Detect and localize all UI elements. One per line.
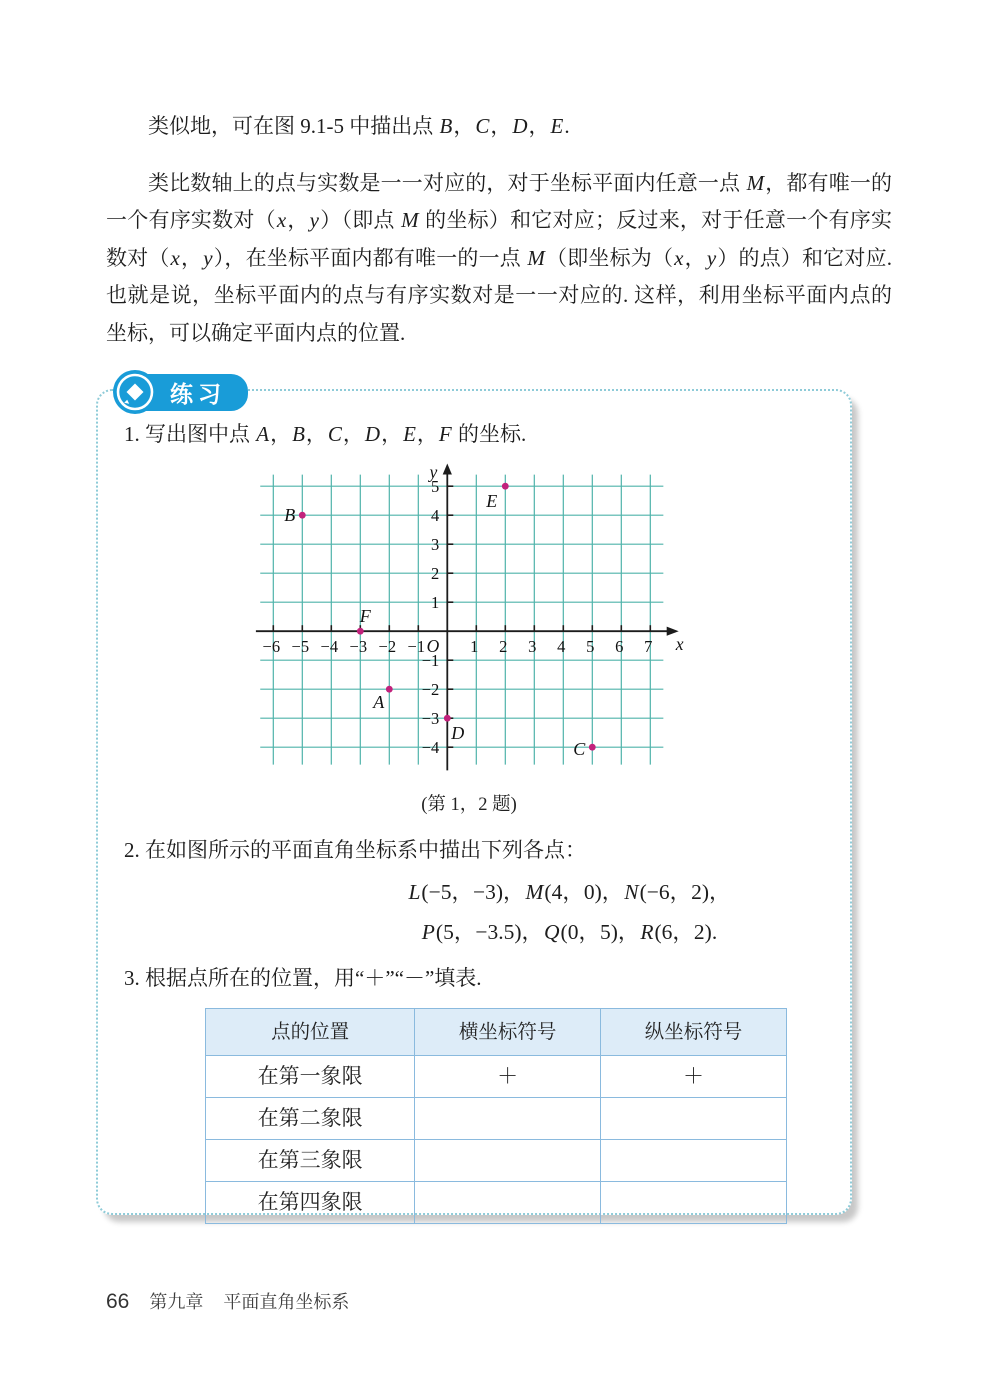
svg-text:1: 1	[470, 637, 479, 657]
point-list-line-1: L(−5，−3)，M(4，0)，N(−6，2)，	[408, 880, 731, 904]
svg-text:C: C	[573, 739, 586, 760]
table-cell-y-sign	[601, 1098, 787, 1140]
svg-text:5: 5	[431, 477, 440, 497]
svg-text:4: 4	[431, 506, 440, 526]
table-row	[206, 1098, 787, 1140]
table-cell-quadrant: 在第四象限	[206, 1182, 415, 1224]
paragraph-2: 类比数轴上的点与实数是一一对应的，对于坐标平面内任意一点 M，都有唯一的一个有序实数对（x，y）（即点 M 的坐标）和它对应；反过来，对于任意一个有序实数对（x，y），在坐标平面内都有唯一的一点 M（即坐标为（x，y）的点）和它对应. 也就是说，坐标平面内的点与有序实数对是一一对应的. 这样，利用坐标平面内点的坐标，可以确定平面内点的位置.	[106, 170, 893, 345]
page-footer	[106, 1288, 349, 1314]
svg-text:−3: −3	[421, 709, 440, 729]
svg-text:D: D	[451, 723, 465, 744]
svg-text:−2: −2	[378, 637, 397, 657]
coordinate-grid-svg	[253, 463, 685, 775]
table-cell-quadrant: 在第一象限	[206, 1056, 415, 1098]
svg-text:5: 5	[586, 637, 595, 657]
svg-text:6: 6	[615, 637, 624, 657]
problem-2-text: 2. 在如图所示的平面直角坐标系中描出下列各点：	[124, 838, 586, 862]
practice-badge-label: 练习	[132, 374, 248, 411]
table-header-y-sign: 纵坐标符号	[601, 1009, 787, 1056]
table-cell-y-sign	[601, 1182, 787, 1224]
svg-text:−1: −1	[407, 637, 426, 657]
section-title: 平面直角坐标系	[223, 1292, 350, 1312]
coordinate-grid-figure	[253, 463, 685, 821]
svg-text:1: 1	[431, 593, 440, 613]
svg-text:4: 4	[557, 637, 566, 657]
figure-caption: (第 1，2 题)	[421, 795, 517, 815]
table-cell-x-sign	[415, 1140, 601, 1182]
table-cell-quadrant: 在第二象限	[206, 1098, 415, 1140]
table-cell-y-sign: ＋	[601, 1056, 787, 1098]
problem-3-text: 3. 根据点所在的位置，用“＋”“－”填表.	[124, 966, 482, 990]
table-header-position: 点的位置	[206, 1009, 415, 1056]
table-row	[206, 1056, 787, 1098]
page-number: 66	[106, 1290, 130, 1313]
sign-table	[205, 1008, 787, 1224]
svg-text:2: 2	[499, 637, 508, 657]
svg-text:E: E	[486, 491, 498, 512]
table-cell-x-sign	[415, 1098, 601, 1140]
svg-text:−1: −1	[421, 651, 440, 671]
svg-text:−3: −3	[349, 637, 368, 657]
svg-text:−6: −6	[262, 637, 281, 657]
practice-badge	[112, 369, 248, 415]
svg-text:2: 2	[431, 564, 440, 584]
svg-text:3: 3	[528, 637, 537, 657]
table-row	[206, 1140, 787, 1182]
point-list	[324, 872, 814, 952]
practice-content	[124, 419, 814, 1224]
table-row	[206, 1182, 787, 1224]
pencil-icon	[112, 369, 158, 415]
svg-text:A: A	[373, 692, 385, 713]
svg-text:O: O	[426, 636, 440, 657]
svg-text:−5: −5	[291, 637, 310, 657]
svg-text:7: 7	[644, 637, 653, 657]
table-header-row	[206, 1009, 787, 1056]
table-header-x-sign: 横坐标符号	[415, 1009, 601, 1056]
svg-text:−4: −4	[320, 637, 339, 657]
table-cell-x-sign	[415, 1182, 601, 1224]
problem-1-text: 1. 写出图中点 A，B，C，D，E，F 的坐标.	[124, 422, 527, 446]
practice-section-box	[96, 380, 852, 1215]
svg-text:y: y	[429, 463, 438, 482]
body-text	[106, 108, 892, 352]
table-cell-x-sign: ＋	[415, 1056, 601, 1098]
chapter-title: 第九章	[149, 1292, 204, 1312]
point-list-line-2: P(5，−3.5)，Q(0，5)，R(6，2).	[421, 920, 718, 944]
svg-text:B: B	[284, 505, 296, 526]
table-cell-y-sign	[601, 1140, 787, 1182]
paragraph-1: 类似地，可在图 9.1-5 中描出点 B，C，D，E.	[148, 114, 570, 138]
svg-text:x: x	[675, 634, 684, 655]
svg-text:−4: −4	[421, 738, 440, 758]
svg-text:−2: −2	[421, 680, 440, 700]
svg-text:3: 3	[431, 535, 440, 555]
svg-text:F: F	[359, 606, 371, 627]
table-cell-quadrant: 在第三象限	[206, 1140, 415, 1182]
